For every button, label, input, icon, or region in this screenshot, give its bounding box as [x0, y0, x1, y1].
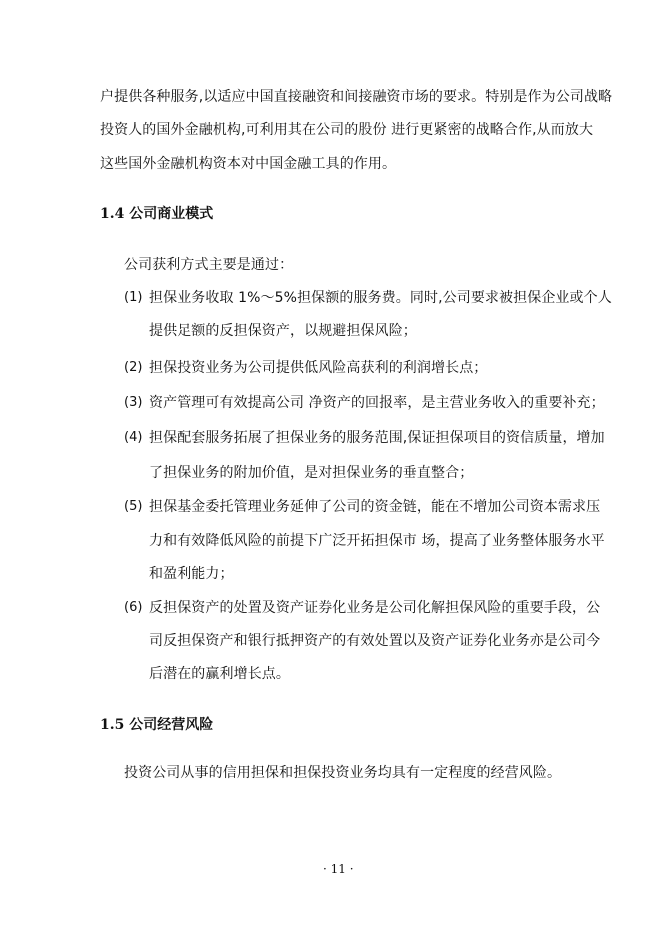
- list-item-line: 后潜在的赢利增长点。: [149, 666, 290, 682]
- list-item-line: 担保投资业务为公司提供低风险高获利的利润增长点；: [149, 360, 488, 376]
- list-item-line: 担保配套服务拓展了担保业务的服务范围,保证担保项目的资信质量，增加: [149, 430, 605, 446]
- section-lead: 公司获利方式主要是通过：: [124, 257, 294, 273]
- section-heading-operating-risk: 1.5 公司经营风险: [100, 717, 214, 733]
- intro-line: 户提供各种服务,以适应中国直接融资和间接融资市场的要求。特别是作为公司战略: [100, 89, 613, 105]
- list-item-line: 资产管理可有效提高公司 净资产的回报率，是主营业务收入的重要补充；: [149, 395, 605, 411]
- list-item-number: (5): [124, 499, 143, 514]
- list-item-line: 担保基金委托管理业务延伸了公司的资金链，能在不增加公司资本需求压: [149, 499, 601, 515]
- list-item-line: 和盈利能力；: [149, 566, 234, 582]
- section-body: 投资公司从事的信用担保和担保投资业务均具有一定程度的经营风险。: [124, 765, 562, 781]
- page-number: · 11 ·: [323, 862, 354, 876]
- list-item-line: 力和有效降低风险的前提下广泛开拓担保市 场，提高了业务整体服务水平: [149, 533, 605, 549]
- list-item-number: (1): [124, 290, 143, 305]
- list-item-line: 担保业务收取 1%～5%担保额的服务费。同时,公司要求被担保企业或个人: [149, 290, 612, 306]
- intro-line: 投资人的国外金融机构,可利用其在公司的股份 进行更紧密的战略合作,从而放大: [100, 122, 594, 138]
- list-item-line: 了担保业务的附加价值，是对担保业务的垂直整合；: [149, 465, 474, 481]
- list-item-number: (6): [124, 600, 143, 615]
- section-heading-business-model: 1.4 公司商业模式: [100, 206, 214, 222]
- list-item-number: (4): [124, 430, 143, 445]
- list-item-number: (3): [124, 395, 143, 410]
- list-item-line: 司反担保资产和银行抵押资产的有效处置以及资产证券化业务亦是公司今: [149, 633, 601, 649]
- list-item-number: (2): [124, 360, 143, 375]
- list-item-line: 提供足额的反担保资产，以规避担保风险；: [149, 323, 417, 339]
- list-item-line: 反担保资产的处置及资产证券化业务是公司化解担保风险的重要手段，公: [149, 600, 601, 616]
- intro-line: 这些国外金融机构资本对中国金融工具的作用。: [100, 156, 397, 172]
